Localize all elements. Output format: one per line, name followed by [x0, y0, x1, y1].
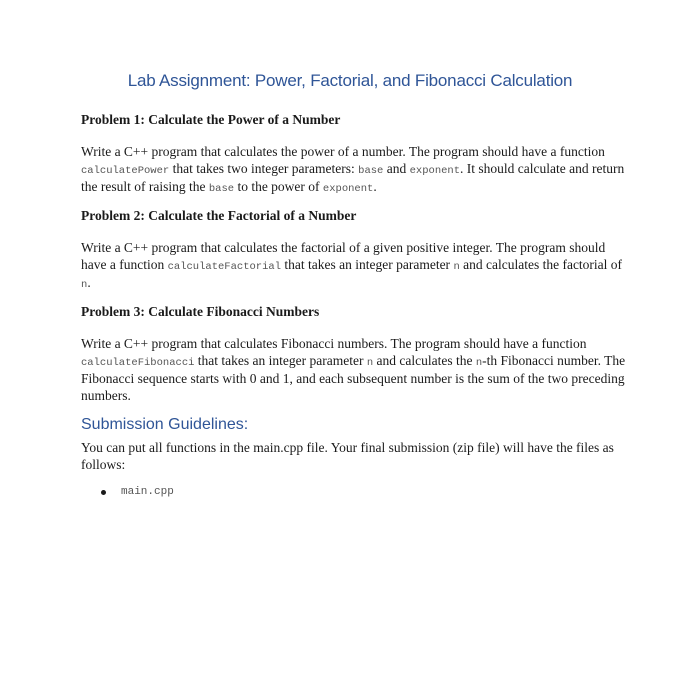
problem-1-param-base: base — [208, 183, 235, 195]
problem-1-text: that takes two integer parameters: — [169, 160, 359, 176]
problem-1-text: . It should calculate and return the result of raising the — [81, 160, 625, 194]
problem-3-text: and calculates the — [373, 352, 476, 368]
problem-1-function-name: calculatePower — [81, 164, 170, 177]
problem-2-heading: Problem 2: Calculate the Factorial of a Number — [81, 208, 357, 223]
problem-3-param-n: n — [475, 356, 483, 369]
problem-2-text: Write a C++ program that calculates the factorial of a given positive integer. The program should have a function — [81, 240, 606, 272]
problem-2-description — [81, 240, 626, 294]
problem-2-text: that takes an integer parameter — [281, 256, 454, 272]
problem-3-heading: Problem 3: Calculate Fibonacci Numbers — [81, 304, 320, 319]
problem-1-text: and — [383, 160, 410, 176]
problem-2-param-n: n — [453, 260, 460, 273]
problem-1-param-exponent: exponent — [322, 183, 374, 195]
bullet-icon — [101, 490, 106, 495]
file-name: main.cpp — [121, 486, 174, 498]
problem-1-heading: Problem 1: Calculate the Power of a Number — [81, 112, 341, 127]
problem-1-text: to the power of — [234, 179, 323, 194]
problem-1-param-exponent: exponent — [409, 164, 461, 177]
problem-2-text: and calculates the factorial of — [459, 256, 623, 272]
problem-1-param-base: base — [358, 164, 384, 177]
problem-1-description — [81, 144, 626, 198]
problem-2-function-name: calculateFactorial — [167, 260, 282, 273]
problem-3-text: that takes an integer parameter — [194, 352, 367, 368]
problem-1-text: Write a C++ program that calculates the power of a number. The program should have a function — [81, 144, 605, 159]
problem-2-param-n: n — [81, 279, 88, 291]
submission-heading: Submission Guidelines: — [81, 416, 249, 433]
problem-3-text: -th Fibonacci number. The Fibonacci sequence starts with 0 and 1, and each subsequent number is the sum of the two preceding numbers. — [81, 352, 626, 403]
problem-3-description — [81, 336, 626, 404]
problem-1-text: . — [373, 179, 377, 194]
problem-3-param-n: n — [366, 356, 374, 369]
problem-2-text: . — [87, 275, 91, 290]
problem-3-text: Write a C++ program that calculates Fibonacci numbers. The program should have a function — [81, 336, 587, 351]
page-title: Lab Assignment: Power, Factorial, and Fibonacci Calculation — [127, 71, 573, 90]
submission-text: You can put all functions in the main.cpp file. Your final submission (zip file) will have the files as follows: — [81, 440, 614, 472]
problem-3-function-name: calculateFibonacci — [81, 356, 195, 369]
